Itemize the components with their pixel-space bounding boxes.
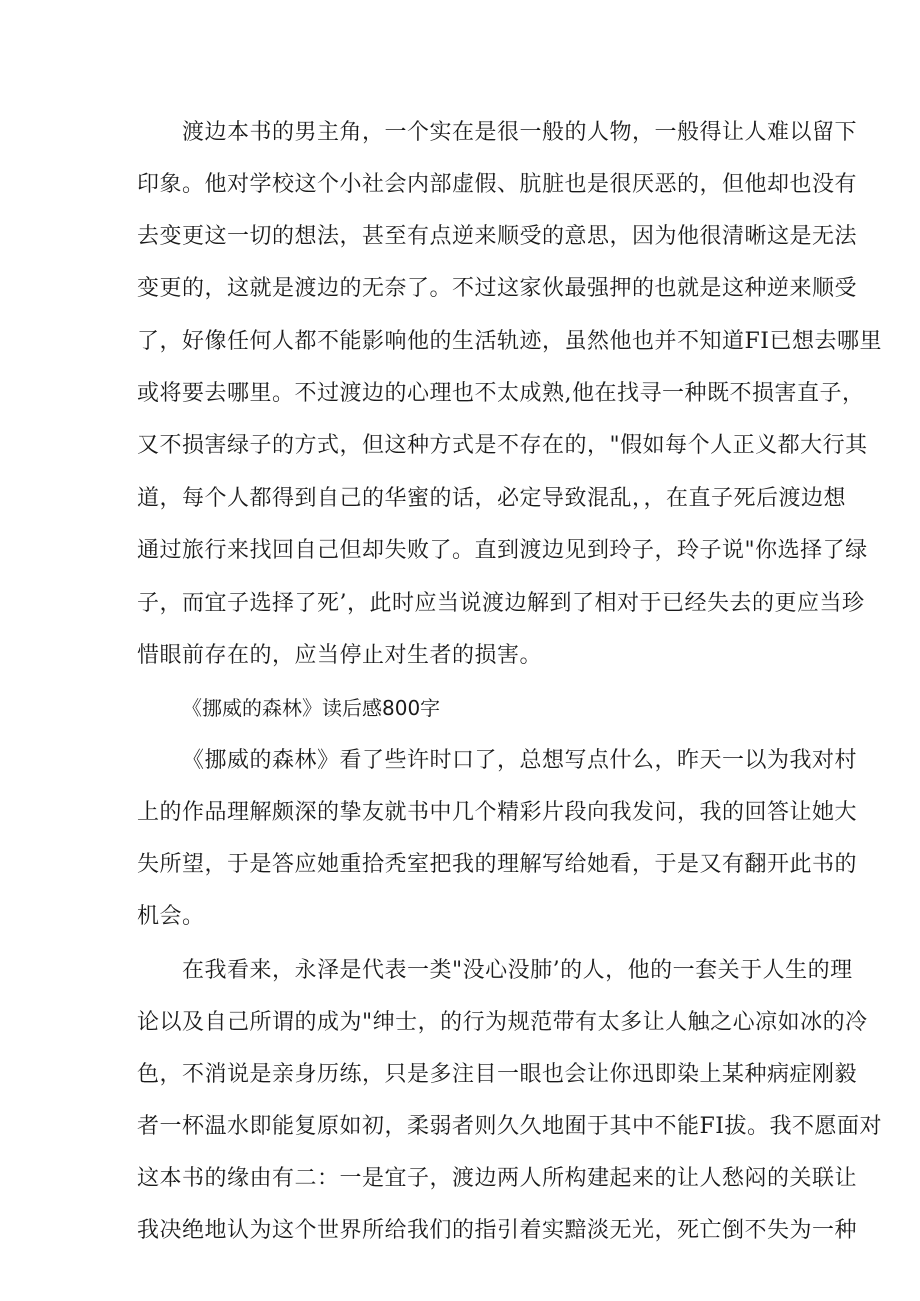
paragraph-3-line-6: 我决绝地认为这个世界所给我们的指引着实黯淡无光，死亡倒不失为一种: [137, 1218, 858, 1243]
paragraph-1-line-2: 印象。他对学校这个小社会内部虚假、肮脏也是很厌恶的，但他却也没有: [137, 172, 858, 197]
paragraph-3-line-5: 这本书的缘由有二：一是宜子，渡边两人所构建起来的让人愁闷的关联让: [137, 1166, 858, 1191]
paragraph-1-line-6: 或将要去哪里。不过渡边的心理也不太成熟,他在找寻一种既不损害直子，: [137, 381, 865, 406]
paragraph-1-line-7: 又不损害绿子的方式，但这种方式是不存在的，"假如每个人正义都大行其: [137, 433, 868, 458]
paragraph-1-line-8: 道，每个人都得到自己的华蜜的话，必定导致混乱，，在直子死后渡边想: [137, 486, 847, 511]
paragraph-3-line-1: 在我看来，永泽是代表一类"没心没肺’的人，他的一套关于人生的理: [182, 958, 853, 983]
paragraph-1-line-1: 渡边本书的男主角，一个实在是很一般的人物，一般得让人难以留下: [182, 120, 858, 145]
paragraph-1-line-4: 变更的，这就是渡边的无奈了。不过这家伙最强押的也就是这种逆来顺受: [137, 276, 858, 301]
section-heading: 《挪威的森林》读后感800字: [182, 696, 441, 720]
paragraph-2-line-1: 《挪威的森林》看了些许时口了，总想写点什么，昨天一以为我对村: [182, 748, 858, 773]
paragraph-2-line-3: 失所望，于是答应她重拾秃室把我的理解写给她看，于是又有翻开此书的: [137, 852, 858, 877]
paragraph-2-line-4: 机会。: [137, 904, 205, 929]
paragraph-1-line-10: 子，而宜子选择了死’，此时应当说渡边解到了相对于已经失去的更应当珍: [137, 591, 865, 616]
paragraph-3-line-3: 色，不消说是亲身历练，只是多注目一眼也会让你迅即染上某种病症刚毅: [137, 1062, 858, 1087]
paragraph-1-line-3: 去变更这一切的想法，甚至有点逆来顺受的意思，因为他很清晰这是无法: [137, 224, 858, 249]
paragraph-3-line-2: 论以及自己所谓的成为"绅士，的行为规范带有太多让人触之心凉如冰的冷: [137, 1010, 868, 1035]
paragraph-2-line-2: 上的作品理解颇深的挚友就书中几个精彩片段向我发问，我的回答让她大: [137, 800, 858, 825]
paragraph-1-line-11: 惜眼前存在的，应当停止对生者的损害。: [137, 643, 543, 668]
paragraph-3-line-4: 者一杯温水即能复原如初，柔弱者则久久地囿于其中不能FI拔。我不愿面对: [137, 1114, 882, 1139]
paragraph-1-line-9: 通过旅行来找回自己但却失败了。直到渡边见到玲子，玲子说"你选择了绿: [137, 538, 868, 563]
paragraph-1-line-5: 了，好像任何人都不能影响他的生活轨迹，虽然他也并不知道FI已想去哪里: [137, 329, 882, 354]
